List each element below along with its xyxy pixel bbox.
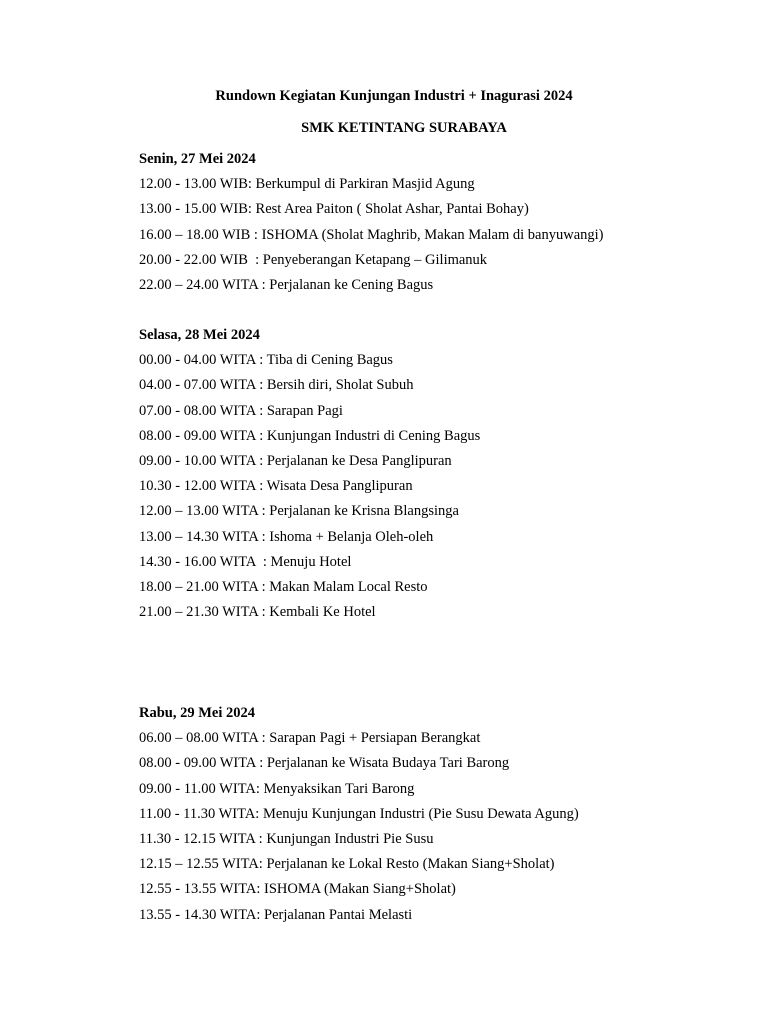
schedule-item: 12.55 - 13.55 WITA: ISHOMA (Makan Siang+Sholat) [139,881,456,898]
day-heading: Rabu, 29 Mei 2024 [139,705,255,721]
schedule-item: 13.00 - 15.00 WIB: Rest Area Paiton ( Sholat Ashar, Pantai Bohay) [139,201,529,218]
schedule-item: 10.30 - 12.00 WITA : Wisata Desa Panglipuran [139,478,413,495]
document-title: Rundown Kegiatan Kunjungan Industri + Inagurasi 2024 [215,88,573,104]
schedule-item: 11.00 - 11.30 WITA: Menuju Kunjungan Industri (Pie Susu Dewata Agung) [139,805,579,822]
schedule-item: 06.00 – 08.00 WITA : Sarapan Pagi + Persiapan Berangkat [139,730,481,747]
schedule-item: 12.15 – 12.55 WITA: Perjalanan ke Lokal Resto (Makan Siang+Sholat) [139,856,555,873]
day-section-senin [139,150,739,301]
day-heading: Selasa, 28 Mei 2024 [139,327,260,343]
schedule-item: 14.30 - 16.00 WITA : Menuju Hotel [139,553,352,570]
schedule-item: 04.00 - 07.00 WITA : Bersih diri, Sholat Subuh [139,377,414,394]
schedule-item: 09.00 - 11.00 WITA: Menyaksikan Tari Barong [139,780,415,797]
schedule-item: 16.00 – 18.00 WIB : ISHOMA (Sholat Maghrib, Makan Malam di banyuwangi) [139,226,604,243]
schedule-item: 12.00 - 13.00 WIB: Berkumpul di Parkiran Masjid Agung [139,176,475,193]
schedule-item: 20.00 - 22.00 WIB : Penyeberangan Ketapang – Gilimanuk [139,251,488,268]
schedule-item: 13.00 – 14.30 WITA : Ishoma + Belanja Oleh-oleh [139,528,434,545]
schedule-item: 08.00 - 09.00 WITA : Kunjungan Industri di Cening Bagus [139,427,481,444]
day-heading: Senin, 27 Mei 2024 [139,151,256,167]
schedule-item: 00.00 - 04.00 WITA : Tiba di Cening Bagus [139,352,393,369]
day-section-selasa [139,326,739,628]
schedule-item: 18.00 – 21.00 WITA : Makan Malam Local Resto [139,578,428,595]
schedule-item: 21.00 – 21.30 WITA : Kembali Ke Hotel [139,604,376,621]
schedule-item: 13.55 - 14.30 WITA: Perjalanan Pantai Melasti [139,906,413,923]
schedule-item: 08.00 - 09.00 WITA : Perjalanan ke Wisata Budaya Tari Barong [139,755,510,772]
schedule-item: 07.00 - 08.00 WITA : Sarapan Pagi [139,402,343,419]
schedule-item: 09.00 - 10.00 WITA : Perjalanan ke Desa Panglipuran [139,452,452,469]
day-section-rabu [139,704,739,931]
schedule-item: 22.00 – 24.00 WITA : Perjalanan ke Cening Bagus [139,276,434,293]
schedule-item: 12.00 – 13.00 WITA : Perjalanan ke Krisna Blangsinga [139,503,459,520]
schedule-item: 11.30 - 12.15 WITA : Kunjungan Industri Pie Susu [139,830,434,847]
document-subtitle: SMK KETINTANG SURABAYA [301,120,507,136]
